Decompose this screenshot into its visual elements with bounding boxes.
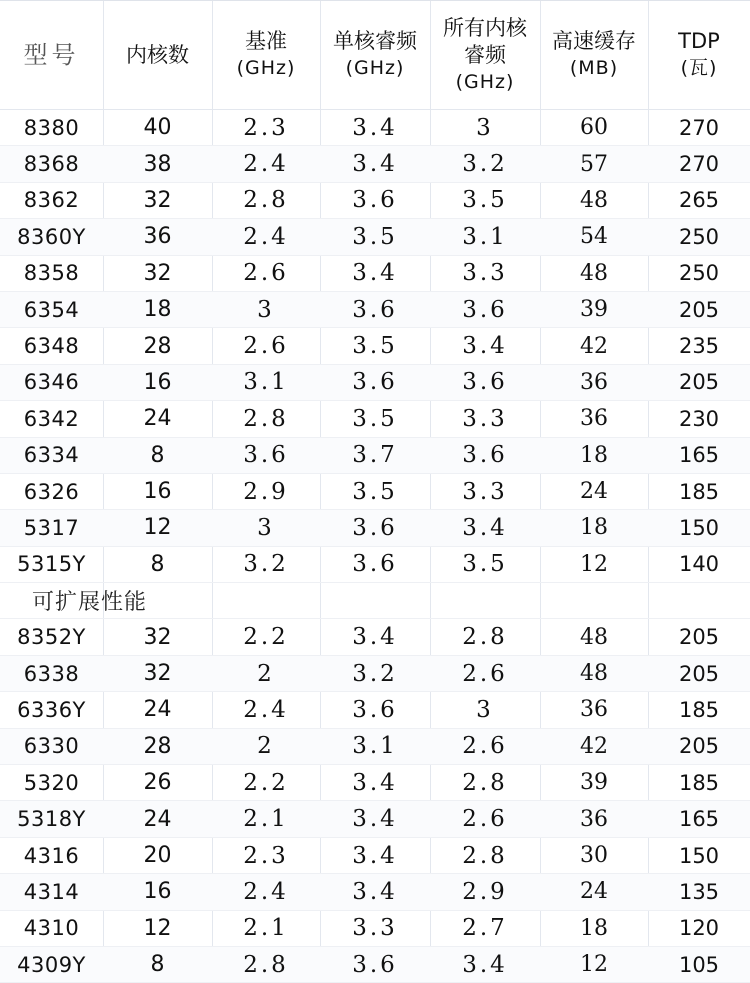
header-single-core-turbo [320, 1, 430, 109]
cell-cores: 16 [143, 369, 172, 395]
cell-all: 3.6 [462, 369, 508, 396]
cell-cores: 8 [150, 551, 165, 577]
cell-tdp: 230 [678, 406, 720, 431]
table-row [0, 911, 750, 947]
cell-model: 6326 [23, 479, 80, 504]
cell-all: 3.3 [462, 405, 508, 432]
table-row [0, 874, 750, 910]
cell-tdp: 165 [678, 807, 720, 832]
cell-model: 6334 [23, 443, 80, 468]
cell-model: 5317 [23, 515, 80, 540]
cell-cache: 36 [580, 697, 608, 723]
table-header [0, 1, 750, 110]
header-single-label: 单核睿频 [333, 29, 417, 53]
header-cores [103, 1, 212, 109]
header-all-unit: (GHz) [455, 70, 515, 93]
cell-model: 6346 [23, 370, 80, 395]
cell-cores: 32 [143, 260, 172, 286]
cell-all: 3 [476, 114, 494, 141]
cell-all: 3.3 [462, 478, 508, 505]
cell-base: 2.2 [243, 624, 289, 651]
cell-model: 6338 [23, 661, 80, 686]
cell-base: 3 [257, 514, 275, 541]
cell-cache: 60 [580, 115, 608, 141]
cell-base: 2.8 [243, 187, 289, 214]
header-cores-label: 内核数 [126, 42, 189, 67]
cell-single: 3.6 [352, 187, 398, 214]
cell-tdp: 105 [678, 952, 720, 977]
header-cache-unit: (MB) [569, 57, 619, 79]
cell-cores: 12 [143, 515, 172, 541]
cell-single: 3.6 [352, 514, 398, 541]
cell-single: 3.7 [352, 442, 398, 469]
cell-cache: 48 [580, 661, 608, 687]
cell-all: 3.3 [462, 260, 508, 287]
cell-all: 2.6 [462, 806, 508, 833]
cell-tdp: 250 [678, 224, 720, 249]
cell-base: 2.4 [243, 696, 289, 723]
cell-single: 3.4 [352, 878, 398, 905]
cell-base: 2.2 [243, 769, 289, 796]
table-row [0, 256, 750, 292]
cell-tdp: 120 [678, 916, 720, 941]
header-base-freq [212, 1, 320, 109]
cell-base: 2.6 [243, 333, 289, 360]
header-all-core-turbo [430, 1, 540, 109]
cell-base: 2.1 [243, 806, 289, 833]
cell-tdp: 165 [678, 443, 720, 468]
cell-cache: 30 [580, 843, 608, 868]
cell-model: 6348 [23, 334, 80, 359]
cell-single: 3.6 [352, 696, 398, 723]
cell-all: 3.4 [462, 333, 508, 360]
cell-all: 2.9 [462, 878, 508, 905]
table-row [0, 801, 750, 837]
table-group-1 [0, 110, 750, 583]
table-row [0, 328, 750, 364]
cell-base: 3 [257, 296, 275, 323]
cell-model: 4310 [23, 916, 80, 941]
cell-single: 3.5 [352, 223, 398, 250]
table-row [0, 947, 750, 983]
cell-tdp: 250 [678, 261, 720, 286]
cell-cores: 28 [143, 333, 172, 359]
cell-model: 5320 [23, 770, 80, 795]
cell-cache: 39 [580, 770, 608, 796]
cell-base: 2 [257, 660, 275, 687]
cell-all: 2.8 [462, 842, 508, 869]
cell-cores: 26 [143, 770, 172, 796]
cell-all: 3.6 [462, 296, 508, 323]
cell-cores: 24 [143, 697, 172, 723]
cell-model: 4309Y [17, 952, 86, 977]
table-row [0, 547, 750, 583]
table-row [0, 619, 750, 655]
cell-model: 5315Y [17, 552, 86, 577]
cell-cache: 12 [580, 952, 608, 978]
header-tdp-label: TDP [678, 29, 720, 53]
cell-tdp: 270 [678, 152, 720, 177]
table-row [0, 729, 750, 765]
header-tdp [648, 1, 750, 109]
header-tdp-unit: (瓦) [680, 57, 718, 79]
table-row [0, 146, 750, 182]
cell-tdp: 135 [678, 879, 720, 904]
cell-all: 3.5 [462, 187, 508, 214]
cell-cores: 32 [143, 661, 172, 687]
cell-base: 2.4 [243, 151, 289, 178]
cell-all: 3.4 [462, 951, 508, 978]
cell-model: 4314 [23, 879, 80, 904]
cell-model: 6354 [23, 297, 80, 322]
cell-single: 3.4 [352, 806, 398, 833]
cell-tdp: 205 [678, 297, 720, 322]
cell-tdp: 185 [678, 697, 720, 722]
cell-base: 2.4 [243, 223, 289, 250]
header-base-label: 基准 [245, 29, 287, 53]
cell-cache: 48 [580, 260, 608, 286]
cell-single: 3.4 [352, 842, 398, 869]
cell-model: 5318Y [17, 807, 86, 832]
cell-tdp: 270 [678, 115, 720, 140]
cell-base: 3.2 [243, 551, 289, 578]
table-row [0, 474, 750, 510]
cell-cache: 36 [580, 406, 608, 432]
cell-cores: 40 [143, 115, 172, 141]
cell-single: 3.6 [352, 551, 398, 578]
cell-tdp: 150 [678, 843, 720, 868]
cell-base: 2.3 [243, 114, 289, 141]
cell-tdp: 185 [678, 770, 720, 795]
cell-tdp: 205 [678, 661, 720, 686]
cell-cache: 42 [580, 333, 608, 359]
table-row [0, 401, 750, 437]
cell-cores: 24 [143, 406, 172, 432]
cell-cache: 18 [580, 915, 608, 941]
cell-all: 2.6 [462, 660, 508, 687]
table-body [0, 110, 750, 983]
cell-all: 2.8 [462, 769, 508, 796]
table-row [0, 365, 750, 401]
cell-cache: 57 [580, 151, 608, 177]
cell-base: 2.3 [243, 842, 289, 869]
cell-model: 8362 [23, 188, 80, 213]
cell-tdp: 185 [678, 479, 720, 504]
header-all-line1: 所有内核 [443, 15, 527, 40]
table-row [0, 692, 750, 728]
header-single-unit: (GHz) [345, 57, 405, 79]
cell-cores: 32 [143, 187, 172, 213]
cell-cache: 36 [580, 806, 608, 832]
cell-single: 3.5 [352, 478, 398, 505]
cell-cache: 24 [580, 879, 608, 905]
cell-base: 2.4 [243, 878, 289, 905]
cell-tdp: 265 [678, 188, 720, 213]
header-all-line2: 睿频 [464, 42, 506, 67]
cell-model: 6330 [23, 734, 80, 759]
table-row [0, 183, 750, 219]
cell-single: 3.5 [352, 333, 398, 360]
cell-single: 3.1 [352, 733, 398, 760]
cell-base: 3.1 [243, 369, 289, 396]
cell-all: 3.1 [462, 223, 508, 250]
table-row [0, 765, 750, 801]
cell-cores: 16 [143, 879, 172, 905]
cell-tdp: 150 [678, 515, 720, 540]
cell-all: 2.6 [462, 733, 508, 760]
cell-cores: 8 [150, 952, 165, 978]
cell-single: 3.4 [352, 260, 398, 287]
section-row [0, 583, 750, 619]
cell-cores: 38 [143, 151, 172, 177]
cell-model: 8380 [23, 115, 80, 140]
cell-single: 3.6 [352, 951, 398, 978]
cell-tdp: 205 [678, 625, 720, 650]
cell-model: 8360Y [17, 224, 86, 249]
cell-cores: 36 [143, 224, 172, 250]
cell-model: 6336Y [17, 697, 86, 722]
cell-model: 8358 [23, 261, 80, 286]
cell-base: 2.8 [243, 951, 289, 978]
cell-all: 3.2 [462, 151, 508, 178]
cell-model: 4316 [23, 843, 80, 868]
cell-base: 3.6 [243, 442, 289, 469]
cell-all: 2.7 [462, 915, 508, 942]
header-model-label: 型号 [23, 40, 80, 69]
cell-model: 8352Y [17, 625, 86, 650]
cell-model: 6342 [23, 406, 80, 431]
cell-cores: 24 [143, 806, 172, 832]
cell-cache: 48 [580, 624, 608, 650]
header-base-unit: (GHz) [236, 57, 296, 79]
cell-all: 3 [476, 696, 494, 723]
cell-all: 3.4 [462, 514, 508, 541]
cell-cache: 18 [580, 442, 608, 468]
cell-single: 3.3 [352, 915, 398, 942]
cell-cache: 12 [580, 551, 608, 577]
cell-tdp: 205 [678, 370, 720, 395]
table-row [0, 510, 750, 546]
cell-base: 2.8 [243, 405, 289, 432]
header-cache [540, 1, 648, 109]
cell-single: 3.6 [352, 296, 398, 323]
cell-single: 3.5 [352, 405, 398, 432]
section-label: 可扩展性能 [32, 590, 148, 616]
cell-model: 8368 [23, 152, 80, 177]
cell-cache: 36 [580, 369, 608, 395]
cell-tdp: 235 [678, 334, 720, 359]
cell-cores: 12 [143, 915, 172, 941]
cell-cache: 18 [580, 515, 608, 541]
table-row [0, 838, 750, 874]
cell-cache: 48 [580, 187, 608, 213]
table-row [0, 110, 750, 146]
cell-base: 2.9 [243, 478, 289, 505]
table-row [0, 292, 750, 328]
cell-single: 3.4 [352, 769, 398, 796]
cell-cache: 54 [580, 224, 608, 250]
cell-cores: 16 [143, 479, 172, 505]
cell-all: 3.5 [462, 551, 508, 578]
cell-single: 3.4 [352, 114, 398, 141]
cell-cores: 18 [143, 297, 172, 323]
cell-base: 2.1 [243, 915, 289, 942]
cell-cores: 28 [143, 733, 172, 759]
cell-cores: 8 [150, 442, 165, 468]
table-row [0, 219, 750, 255]
cell-tdp: 140 [678, 552, 720, 577]
header-model [0, 1, 103, 109]
cell-all: 2.8 [462, 624, 508, 651]
cell-single: 3.2 [352, 660, 398, 687]
cell-tdp: 205 [678, 734, 720, 759]
table-row [0, 656, 750, 692]
cell-cache: 42 [580, 733, 608, 759]
table-row [0, 438, 750, 474]
cell-base: 2 [257, 733, 275, 760]
cell-cache: 39 [580, 297, 608, 323]
cell-cores: 20 [143, 843, 172, 868]
cell-base: 2.6 [243, 260, 289, 287]
cell-single: 3.4 [352, 151, 398, 178]
cell-all: 3.6 [462, 442, 508, 469]
cell-cache: 24 [580, 479, 608, 505]
cell-single: 3.4 [352, 624, 398, 651]
table-group-2 [0, 619, 750, 983]
cell-single: 3.6 [352, 369, 398, 396]
cell-cores: 32 [143, 624, 172, 650]
header-cache-label: 高速缓存 [552, 29, 636, 53]
